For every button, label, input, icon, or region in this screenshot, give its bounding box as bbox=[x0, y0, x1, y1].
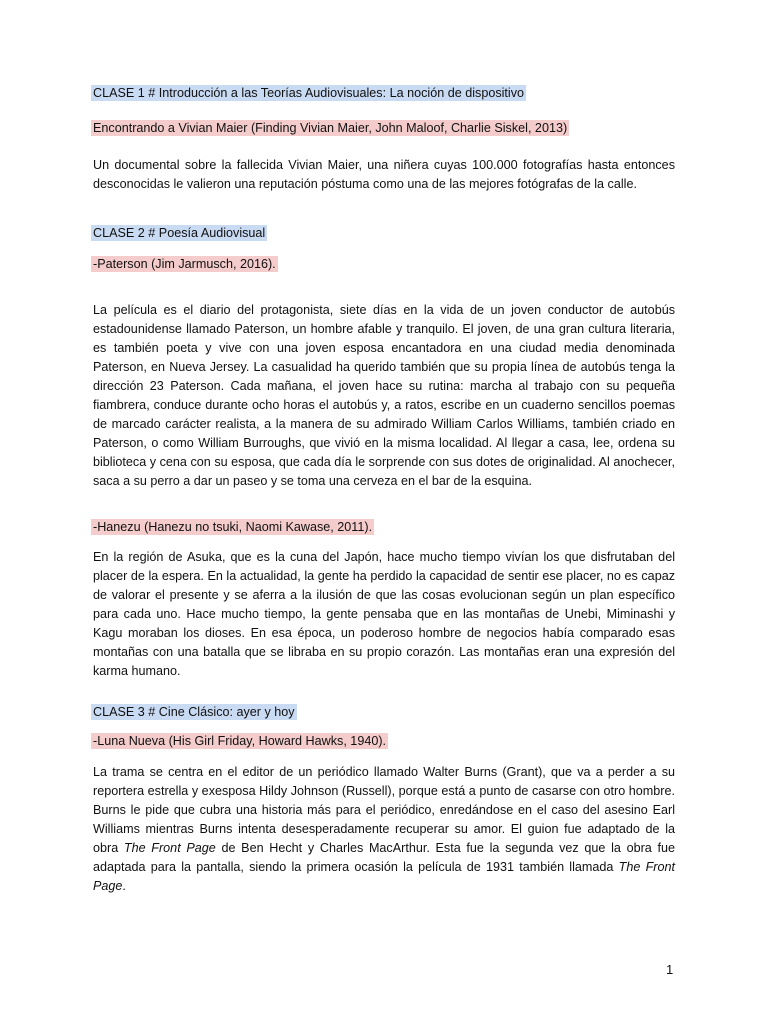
description-text: de Ben Hecht y Charles MacArthur. Esta fue la segunda vez que la obra fue adaptada para la pantalla, siendo la primera ocasión la película de 1931 también llamada bbox=[93, 841, 675, 874]
film-description: En la región de Asuka, que es la cuna del Japón, hace mucho tiempo vivían los que disfrutaban del placer de la espera. En la actualidad, la gente ha perdido la capacidad de sentir ese placer, no es capaz de valorar el presente y se aferra a la ilusión de que las cosas evolucionan según un plan específico para cada uno. Hace mucho tiempo, la gente pensaba que en las montañas de Unebi, Miminashi y Kagu moraban los dioses. En esa época, un poderoso hombre de negocios había comparado esas montañas con una batalla que se libraba en su propio corazón. Las montañas eran una expresión del karma humano. bbox=[93, 550, 675, 678]
description-text: . bbox=[122, 879, 126, 893]
film-description: La película es el diario del protagonista, siete días en la vida de un joven conductor de autobús estadounidense llamado Paterson, un hombre afable y tranquilo. El joven, de una gran cultura literaria, es también poeta y vive con una joven esposa encantadora en una ciudad media denominada Paterson, en Nueva Jersey. La casualidad ha querido también que su propia línea de autobús tenga la dirección 23 Paterson. Cada mañana, el joven hace su rutina: marcha al trabajo con su pequeña fiambrera, conduce durante ocho horas el autobús y, a ratos, escribe en un cuaderno sencillos poemas de marcado carácter realista, a la manera de su admirado William Carlos Williams, también criado en Paterson, o como William Burroughs, que vivió en la misma localidad. Al llegar a casa, lee, ordena su biblioteca y cena con su esposa, que cada día le sorprende con sus dotes de originalidad. Al anochecer, saca a su perro a dar un paseo y se toma una cerveza en el bar de la esquina. bbox=[93, 303, 675, 488]
document-page bbox=[93, 84, 675, 896]
heading-highlight: CLASE 2 # Poesía Audiovisual bbox=[93, 226, 266, 240]
section-heading bbox=[93, 84, 675, 103]
film-title bbox=[93, 119, 675, 138]
film-title bbox=[93, 732, 675, 751]
film-title bbox=[93, 255, 675, 274]
section-heading bbox=[93, 224, 675, 243]
heading-highlight: CLASE 1 # Introducción a las Teorías Audiovisuales: La noción de dispositivo bbox=[93, 86, 525, 100]
section-3 bbox=[93, 703, 675, 896]
heading-highlight: CLASE 3 # Cine Clásico: ayer y hoy bbox=[93, 705, 295, 719]
description-text: La trama se centra en el editor de un periódico llamado Walter Burns (Grant), que va a perder a su reportera estrella y exesposa Hildy Johnson (Russell), porque está a punto de casarse con otro hombre. Burns le pide que cubra una historia más para el periódico, enredándose en el caso del asesino Earl Williams mientras Burns intenta desesperadamente recuperar su amor. El guion fue adaptado de la obra bbox=[93, 765, 675, 855]
page-number: 1 bbox=[666, 962, 674, 977]
film-title-highlight: Encontrando a Vivian Maier (Finding Vivian Maier, John Maloof, Charlie Siskel, 2013) bbox=[93, 121, 568, 135]
film-title-highlight: -Hanezu (Hanezu no tsuki, Naomi Kawase, 2011). bbox=[93, 520, 373, 534]
film-title bbox=[93, 518, 675, 537]
section-1 bbox=[93, 84, 675, 194]
section-heading bbox=[93, 703, 675, 722]
film-title-highlight: -Paterson (Jim Jarmusch, 2016). bbox=[93, 257, 276, 271]
film-description bbox=[93, 763, 675, 896]
play-title: The Front Page bbox=[123, 841, 216, 855]
section-2 bbox=[93, 224, 675, 681]
play-title: The Front Page bbox=[93, 860, 675, 893]
film-description: Un documental sobre la fallecida Vivian Maier, una niñera cuyas 100.000 fotografías hasta entonces desconocidas le valieron una reputación póstuma como una de las mejores fotógrafas de la calle. bbox=[93, 158, 675, 191]
film-title-highlight: -Luna Nueva (His Girl Friday, Howard Hawks, 1940). bbox=[93, 734, 387, 748]
